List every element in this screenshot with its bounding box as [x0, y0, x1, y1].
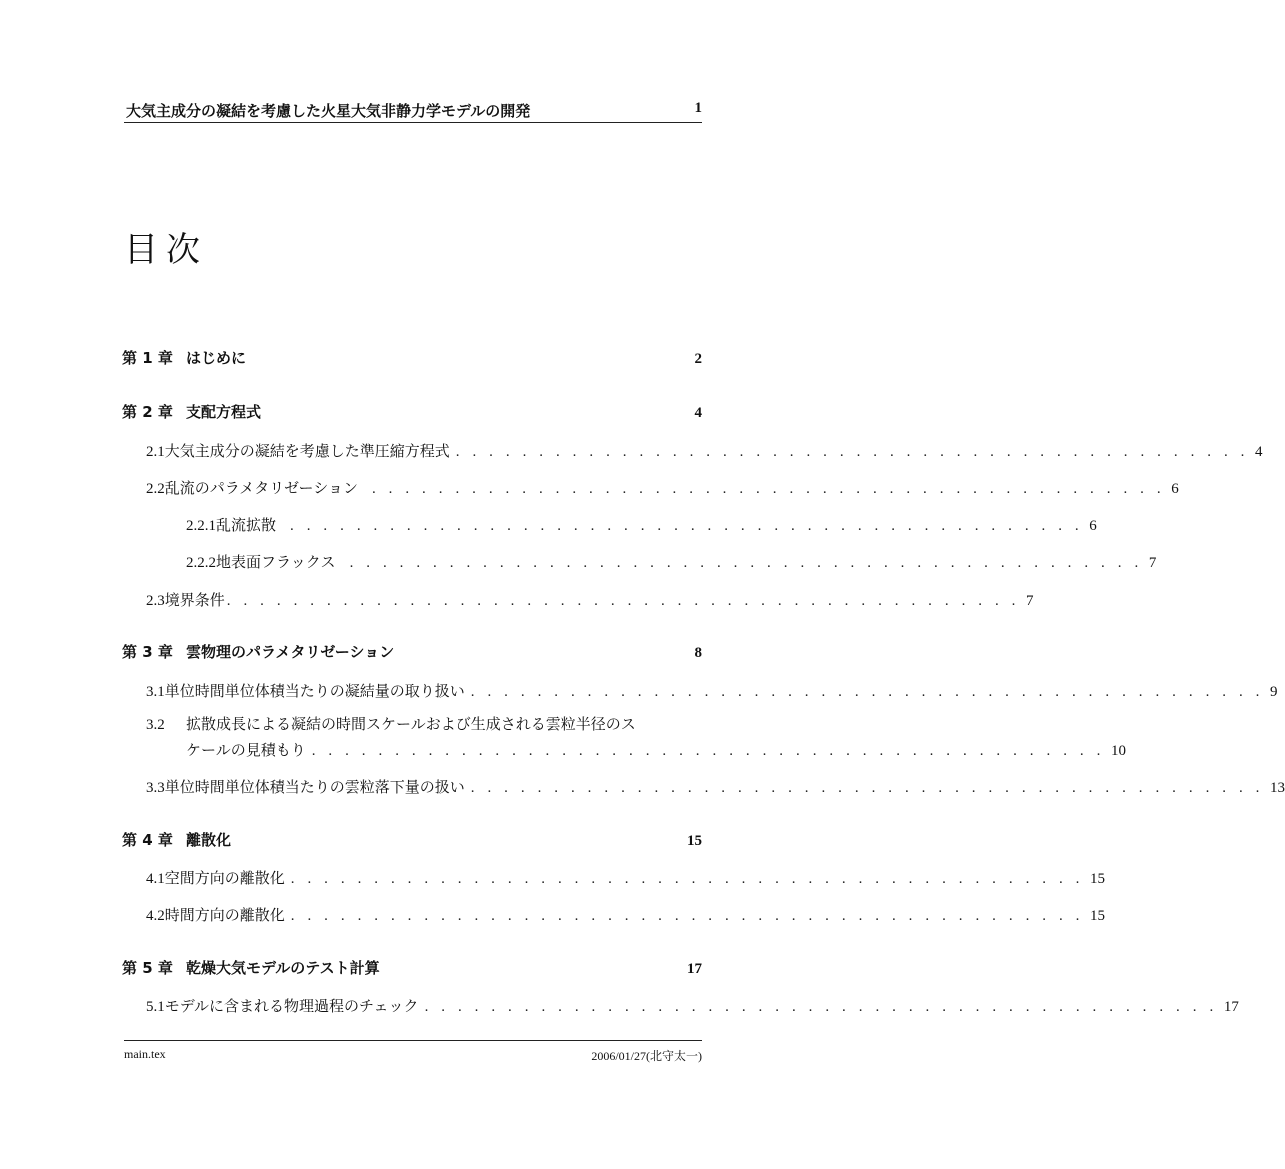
leader-dots: . . . . . . . . . . . . . . . . . . . . . . . . . . . . . . . . . . . . . . . . . . . . . . . .	[470, 780, 1265, 796]
toc-heading: 目次	[124, 230, 208, 270]
section-number: 3.1	[146, 684, 165, 700]
chapter-number: 第 3 章	[122, 643, 173, 661]
toc-section-2-3[interactable]	[146, 589, 1034, 610]
section-page: 13	[1270, 780, 1285, 796]
section-title: 乱流のパラメタリゼーション	[164, 479, 358, 497]
page-footer	[124, 1040, 702, 1063]
chapter-title: 乾燥大気モデルのテスト計算	[186, 959, 380, 977]
running-header	[124, 98, 702, 123]
toc-section-3-2[interactable]	[146, 713, 702, 734]
toc-section-2-2[interactable]	[146, 477, 1179, 498]
toc-chapter-2[interactable]	[122, 401, 702, 422]
section-title: 大気主成分の凝結を考慮した準圧縮方程式	[164, 442, 450, 460]
chapter-page: 15	[687, 833, 702, 849]
leader-dots: . . . . . . . . . . . . . . . . . . . . . . . . . . . . . . . . . . . . . . . . . . . . . . . .	[290, 908, 1085, 924]
section-page: 15	[1090, 871, 1106, 887]
leader-dots: . . . . . . . . . . . . . . . . . . . . . . . . . . . . . . . . . . . . . . . . . . . . . . . .	[290, 871, 1085, 887]
toc-section-3-3[interactable]	[146, 776, 1285, 797]
leader-dots: . . . . . . . . . . . . . . . . . . . . . . . . . . . . . . . . . . . . . . . . . . . . . . . .	[371, 481, 1166, 497]
toc-chapter-4[interactable]	[122, 829, 702, 850]
leader-dots: . . . . . . . . . . . . . . . . . . . . . . . . . . . . . . . . . . . . . . . . . . . . . . . .	[290, 518, 1084, 534]
section-number: 4.1	[146, 871, 165, 887]
leader-dots: . . . . . . . . . . . . . . . . . . . . . . . . . . . . . . . . . . . . . . . . . . . . . . . .	[455, 444, 1250, 460]
section-title: 拡散成長による凝結の時間スケールおよび生成される雲粒半径のス	[186, 715, 636, 733]
subsection-page: 7	[1148, 555, 1157, 571]
chapter-number: 第 1 章	[122, 349, 173, 367]
toc-section-4-1[interactable]	[146, 867, 1106, 888]
section-page: 6	[1171, 481, 1179, 497]
subsection-page: 6	[1089, 518, 1097, 534]
chapter-page: 4	[694, 405, 702, 421]
section-page: 9	[1270, 684, 1278, 700]
section-number: 3.3	[146, 780, 165, 796]
chapter-title: 支配方程式	[186, 403, 262, 421]
leader-dots: . . . . . . . . . . . . . . . . . . . . . . . . . . . . . . . . . . . . . . . . . . . . . . . .	[349, 555, 1143, 571]
leader-dots: . . . . . . . . . . . . . . . . . . . . . . . . . . . . . . . . . . . . . . . . . . . . . . . .	[226, 593, 1021, 609]
chapter-page: 8	[694, 645, 702, 661]
section-page: 7	[1026, 593, 1034, 609]
section-page: 17	[1223, 999, 1239, 1015]
subsection-title: 地表面フラックス	[216, 553, 336, 571]
section-number: 2.1	[146, 444, 165, 460]
section-number: 2.2	[146, 481, 165, 497]
toc-subsection-2-2-2[interactable]	[186, 551, 1157, 572]
footer-filename: main.tex	[124, 1047, 166, 1061]
subsection-title: 乱流拡散	[216, 516, 277, 534]
toc-section-3-1[interactable]	[146, 680, 1278, 701]
chapter-number: 第 2 章	[122, 403, 173, 421]
chapter-title: 雲物理のパラメタリゼーション	[186, 643, 395, 661]
chapter-page: 2	[694, 351, 702, 367]
toc-chapter-1[interactable]	[122, 347, 702, 368]
toc-section-3-2-continued[interactable]	[186, 739, 1126, 760]
section-title: 境界条件	[164, 591, 225, 609]
toc-section-4-2[interactable]	[146, 904, 1106, 925]
subsection-number: 2.2.2	[186, 555, 216, 571]
section-title: 時間方向の離散化	[164, 906, 285, 924]
leader-dots: . . . . . . . . . . . . . . . . . . . . . . . . . . . . . . . . . . . . . . . . . . . . . . . .	[311, 743, 1105, 759]
toc-section-2-1[interactable]	[146, 440, 1263, 461]
section-title-continued: ケールの見積もり	[186, 741, 306, 759]
toc-section-5-1[interactable]	[146, 995, 1239, 1016]
section-title: 単位時間単位体積当たりの凝結量の取り扱い	[164, 682, 465, 700]
section-number: 2.3	[146, 593, 165, 609]
section-number: 3.2	[146, 717, 165, 733]
running-header-title: 大気主成分の凝結を考慮した火星大気非静力学モデルの開発	[126, 102, 531, 120]
section-number: 5.1	[146, 999, 165, 1015]
section-number: 4.2	[146, 908, 165, 924]
chapter-number: 第 4 章	[122, 831, 173, 849]
chapter-page: 17	[687, 961, 702, 977]
chapter-title: はじめに	[186, 349, 247, 367]
running-header-page-number: 1	[694, 100, 702, 116]
section-title: 単位時間単位体積当たりの雲粒落下量の扱い	[164, 778, 465, 796]
footer-date-author: 2006/01/27(北守太一)	[591, 1049, 702, 1063]
section-page: 4	[1255, 444, 1263, 460]
section-page: 15	[1090, 908, 1106, 924]
toc-chapter-3[interactable]	[122, 641, 702, 662]
chapter-title: 離散化	[186, 831, 232, 849]
toc-chapter-5[interactable]	[122, 957, 702, 978]
section-page: 10	[1110, 743, 1126, 759]
section-title: 空間方向の離散化	[164, 869, 285, 887]
section-title: モデルに含まれる物理過程のチェック	[164, 997, 419, 1015]
subsection-number: 2.2.1	[186, 518, 216, 534]
leader-dots: . . . . . . . . . . . . . . . . . . . . . . . . . . . . . . . . . . . . . . . . . . . . . . . .	[424, 999, 1218, 1015]
toc-subsection-2-2-1[interactable]	[186, 514, 1097, 535]
chapter-number: 第 5 章	[122, 959, 173, 977]
leader-dots: . . . . . . . . . . . . . . . . . . . . . . . . . . . . . . . . . . . . . . . . . . . . . . . .	[470, 684, 1265, 700]
